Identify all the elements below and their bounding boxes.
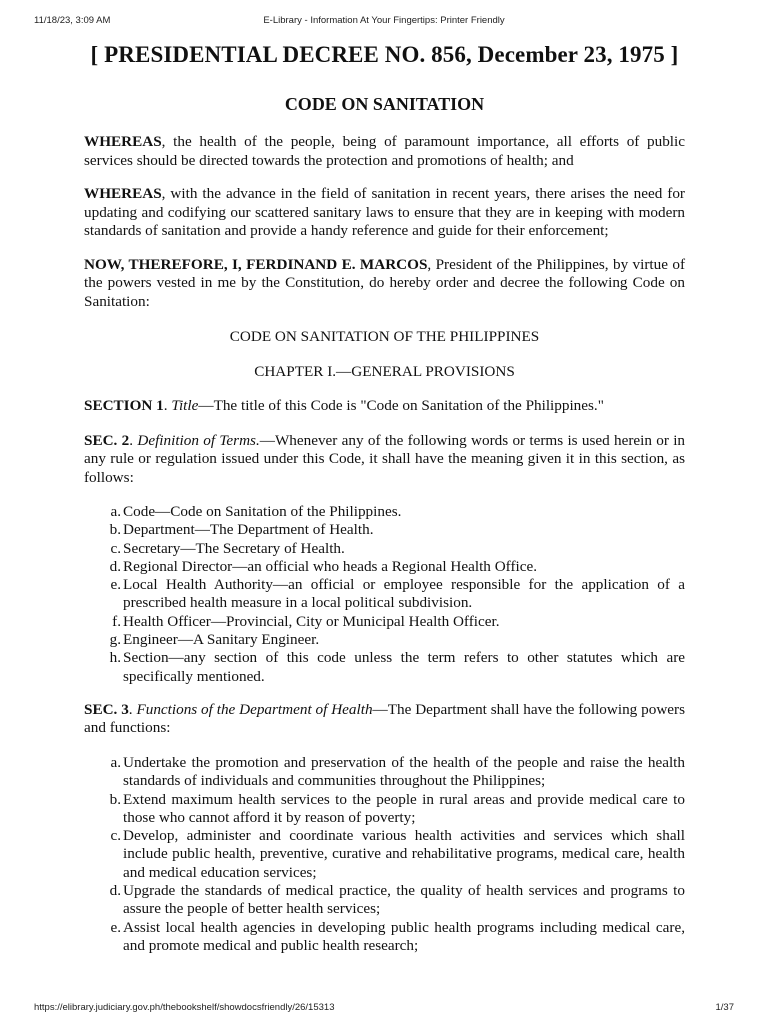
print-page-title: E-Library - Information At Your Fingertips: Printer Friendly xyxy=(263,15,505,26)
section-text: —Whenever any of the following words or terms is used herein or in any rule or regulation issued under this Code, it shall have the meaning given it in this section, as follows: xyxy=(84,431,686,486)
list-marker: c. xyxy=(110,539,121,557)
definition-text: Secretary—The Secretary of Health. xyxy=(123,539,345,557)
definition-item xyxy=(84,613,685,631)
function-text: Upgrade the standards of medical practice, the quality of health services and programs to assure the people of better health services; xyxy=(123,882,685,918)
code-heading: CODE ON SANITATION OF THE PHILIPPINES xyxy=(229,328,540,345)
list-marker: b. xyxy=(109,521,121,539)
section-2 xyxy=(84,432,685,488)
whereas-text: , with the advance in the field of sanitation in recent years, there arises the need for updating and codifying our scattered sanitary laws to ensure that they are in keeping with modern standards of sanitation and provide a handy reference and guide for their enforcement; xyxy=(84,185,685,239)
page-indicator: 1/37 xyxy=(715,1002,734,1013)
document-body xyxy=(84,44,685,955)
whereas-lead: WHEREAS xyxy=(84,185,162,202)
section-title: Definition of Terms. xyxy=(137,431,260,449)
definition-text: Engineer—A Sanitary Engineer. xyxy=(123,631,320,649)
definition-item xyxy=(84,558,685,576)
list-marker: a. xyxy=(110,753,121,771)
section-3 xyxy=(84,701,685,738)
definition-text: Department—The Department of Health. xyxy=(123,521,374,539)
list-marker: d. xyxy=(109,557,121,575)
section-title: Functions of the Department of Health xyxy=(136,700,373,718)
definition-item xyxy=(84,649,685,686)
print-source-url: https://elibrary.judiciary.gov.ph/thebookshelf/showdocsfriendly/26/15313 xyxy=(34,1002,335,1013)
function-text: Develop, administer and coordinate various health activities and services which shall include public health, preventive, curative and rehabilitative programs, medical care, health and medical education services; xyxy=(123,827,685,881)
function-item xyxy=(84,791,685,828)
decree-text: , President of the Philippines, by virtue of the powers vested in me by the Constitution, do hereby order and decree the following Code on Sanitation: xyxy=(84,255,685,310)
list-marker: d. xyxy=(109,882,121,900)
definitions-list xyxy=(84,503,685,686)
section-title: Title xyxy=(171,397,199,414)
section-label: SEC. 3 xyxy=(84,700,129,718)
print-datetime: 11/18/23, 3:09 AM xyxy=(34,15,111,26)
list-marker: f. xyxy=(112,612,121,630)
section-text: —The title of this Code is "Code on Sanitation of the Philippines." xyxy=(198,397,604,414)
section-text: —The Department shall have the following powers and functions: xyxy=(84,700,686,737)
decree-clause xyxy=(84,256,685,312)
section-separator: . xyxy=(163,397,172,414)
section-separator: . xyxy=(128,700,137,718)
definition-item xyxy=(84,521,685,539)
definition-text: Code—Code on Sanitation of the Philippines. xyxy=(123,503,402,520)
chapter-heading: CHAPTER I.—GENERAL PROVISIONS xyxy=(254,362,515,380)
definition-text: Local Health Authority—an official or employee responsible for the application of a prescribed health measure in a local political subdivision. xyxy=(123,576,685,612)
section-1 xyxy=(84,397,685,416)
decree-lead: NOW, THEREFORE, I, FERDINAND E. MARCOS xyxy=(84,255,428,273)
function-text: Extend maximum health services to the people in rural areas and provide medical care to those who cannot afford it by reason of poverty; xyxy=(123,790,685,826)
definition-item xyxy=(84,576,685,613)
list-marker: h. xyxy=(109,649,121,667)
whereas-clause-1 xyxy=(84,133,685,170)
section-label: SEC. 2 xyxy=(84,431,130,449)
definition-item xyxy=(84,631,685,649)
section-label: SECTION 1 xyxy=(84,397,164,414)
list-marker: e. xyxy=(110,576,121,594)
definition-text: Section—any section of this code unless the term refers to other statutes which are specifically mentioned. xyxy=(123,649,685,685)
whereas-text: , the health of the people, being of paramount importance, all efforts of public services should be directed towards the protection and promotions of health; and xyxy=(84,133,685,169)
definition-text: Health Officer—Provincial, City or Municipal Health Officer. xyxy=(123,612,500,630)
function-text: Assist local health agencies in developing public health programs including medical care, and promote medical and public health research; xyxy=(123,918,685,954)
print-header xyxy=(34,15,734,31)
function-text: Undertake the promotion and preservation of the health of the people and raise the health standards of individuals and communities throughout the Philippines; xyxy=(123,753,685,790)
definition-text: Regional Director—an official who heads a Regional Health Office. xyxy=(123,557,537,575)
function-item xyxy=(84,827,685,882)
list-marker: e. xyxy=(110,918,121,936)
list-marker: c. xyxy=(110,827,121,845)
list-marker: b. xyxy=(109,790,121,808)
print-footer xyxy=(34,1002,734,1018)
list-marker: a. xyxy=(110,503,121,520)
decree-title: [ PRESIDENTIAL DECREE NO. 856, December 23, 1975 ] xyxy=(90,42,679,67)
section-separator: . xyxy=(129,431,138,449)
definition-item xyxy=(84,503,685,521)
function-item xyxy=(84,882,685,919)
function-item xyxy=(84,754,685,791)
list-marker: g. xyxy=(109,631,121,649)
function-item xyxy=(84,919,685,956)
whereas-clause-2 xyxy=(84,185,685,241)
code-title: CODE ON SANITATION xyxy=(284,94,485,114)
functions-list xyxy=(84,754,685,955)
definition-item xyxy=(84,540,685,558)
whereas-lead: WHEREAS xyxy=(84,133,162,150)
